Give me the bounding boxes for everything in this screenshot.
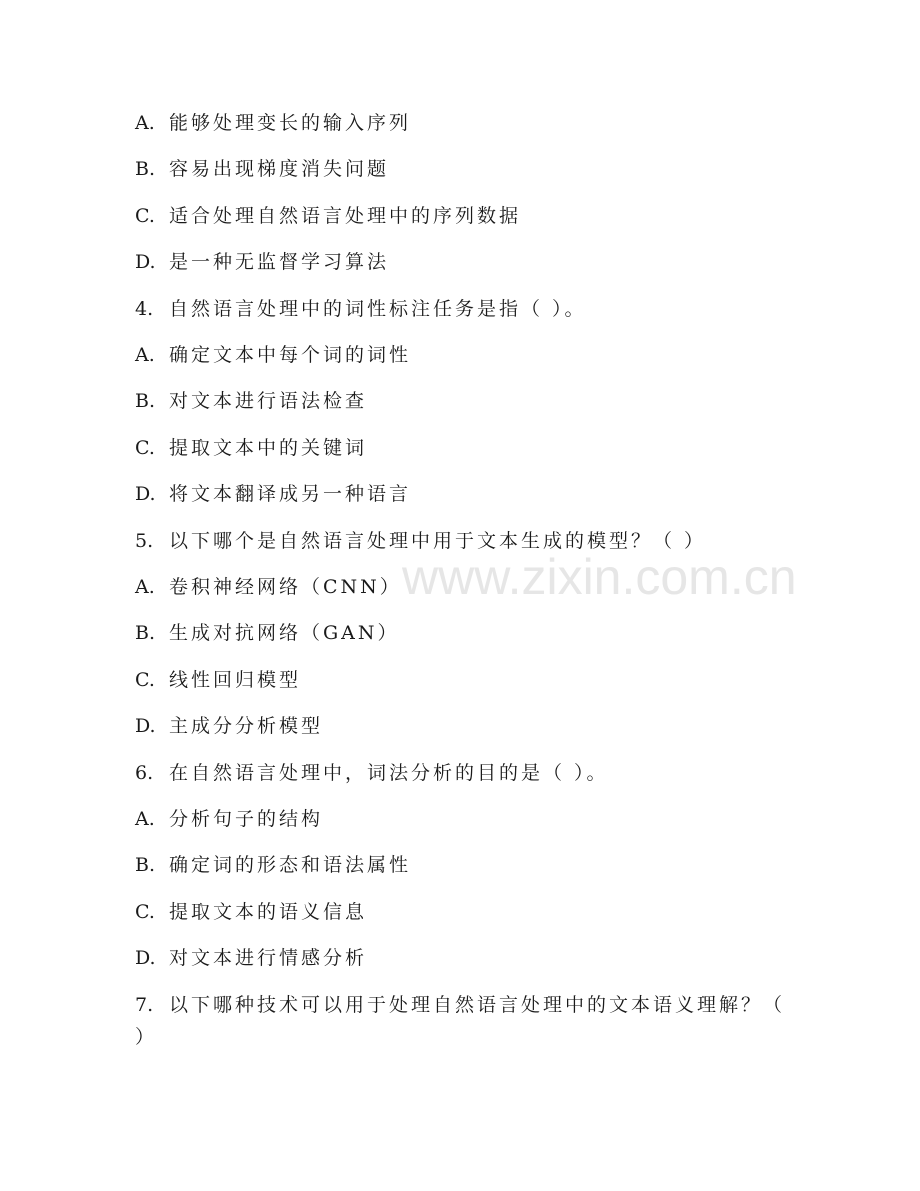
item-label: A. bbox=[135, 576, 155, 598]
item-label: B. bbox=[135, 390, 156, 413]
item-text: 是一种无监督学习算法 bbox=[169, 251, 390, 274]
item-label: B. bbox=[135, 854, 156, 877]
question-stem bbox=[135, 993, 786, 1017]
question-stem bbox=[135, 529, 775, 553]
answer-option bbox=[135, 807, 775, 831]
item-label: A. bbox=[135, 112, 155, 134]
item-text: 以下哪种技术可以用于处理自然语言处理中的文本语义理解？（ bbox=[169, 993, 786, 1016]
item-label: C. bbox=[135, 204, 155, 227]
item-text: 主成分分析模型 bbox=[169, 715, 324, 738]
item-label: 5. bbox=[135, 529, 154, 552]
answer-option bbox=[135, 853, 775, 877]
item-text: 容易出现梯度消失问题 bbox=[169, 158, 390, 181]
item-label: D. bbox=[135, 715, 156, 738]
item-text: 卷积神经网络（CNN） bbox=[169, 576, 402, 598]
item-label: 6. bbox=[135, 761, 154, 784]
item-text: 能够处理变长的输入序列 bbox=[169, 112, 412, 134]
answer-option bbox=[135, 250, 775, 274]
answer-option bbox=[135, 714, 775, 738]
question-7-continuation: ） bbox=[135, 1026, 155, 1048]
item-label: 4. bbox=[135, 297, 154, 320]
item-label: D. bbox=[135, 483, 156, 506]
question-stem bbox=[135, 297, 775, 321]
item-label: 7. bbox=[135, 993, 154, 1016]
item-text: 在自然语言处理中，词法分析的目的是（ ）。 bbox=[169, 761, 609, 784]
item-label: B. bbox=[135, 158, 156, 181]
item-text: 提取文本中的关键词 bbox=[169, 436, 368, 459]
answer-option bbox=[135, 157, 775, 181]
item-text: 确定文本中每个词的词性 bbox=[169, 344, 412, 366]
watermark: www.zixin.com.cn bbox=[402, 549, 797, 605]
item-label: A. bbox=[135, 344, 155, 366]
item-text: 适合处理自然语言处理中的序列数据 bbox=[169, 204, 522, 227]
item-text: 将文本翻译成另一种语言 bbox=[169, 483, 412, 506]
item-label: C. bbox=[135, 436, 155, 459]
item-label: C. bbox=[135, 900, 155, 923]
item-label: B. bbox=[135, 622, 156, 645]
item-text: 提取文本的语义信息 bbox=[169, 900, 368, 923]
item-label: C. bbox=[135, 668, 155, 691]
answer-option bbox=[135, 946, 775, 970]
item-label: D. bbox=[135, 947, 156, 970]
answer-option bbox=[135, 621, 775, 645]
question-stem bbox=[135, 761, 775, 785]
answer-option bbox=[135, 482, 775, 506]
item-label: A. bbox=[135, 808, 155, 830]
item-text: 分析句子的结构 bbox=[169, 808, 324, 830]
item-text: 自然语言处理中的词性标注任务是指（ ）。 bbox=[169, 297, 587, 320]
item-text: 生成对抗网络（GAN） bbox=[169, 622, 400, 645]
answer-option bbox=[135, 389, 775, 413]
item-text: 线性回归模型 bbox=[169, 668, 302, 691]
answer-option bbox=[135, 343, 775, 367]
item-text: 以下哪个是自然语言处理中用于文本生成的模型？（ ） bbox=[169, 529, 707, 552]
item-text: 对文本进行情感分析 bbox=[169, 947, 368, 970]
item-text: 对文本进行语法检查 bbox=[169, 390, 368, 413]
item-label: D. bbox=[135, 251, 156, 274]
answer-option bbox=[135, 575, 775, 599]
answer-option bbox=[135, 111, 775, 135]
item-text: 确定词的形态和语法属性 bbox=[169, 854, 412, 877]
answer-option bbox=[135, 900, 775, 924]
answer-option bbox=[135, 436, 775, 460]
answer-option bbox=[135, 204, 775, 228]
answer-option bbox=[135, 668, 775, 692]
